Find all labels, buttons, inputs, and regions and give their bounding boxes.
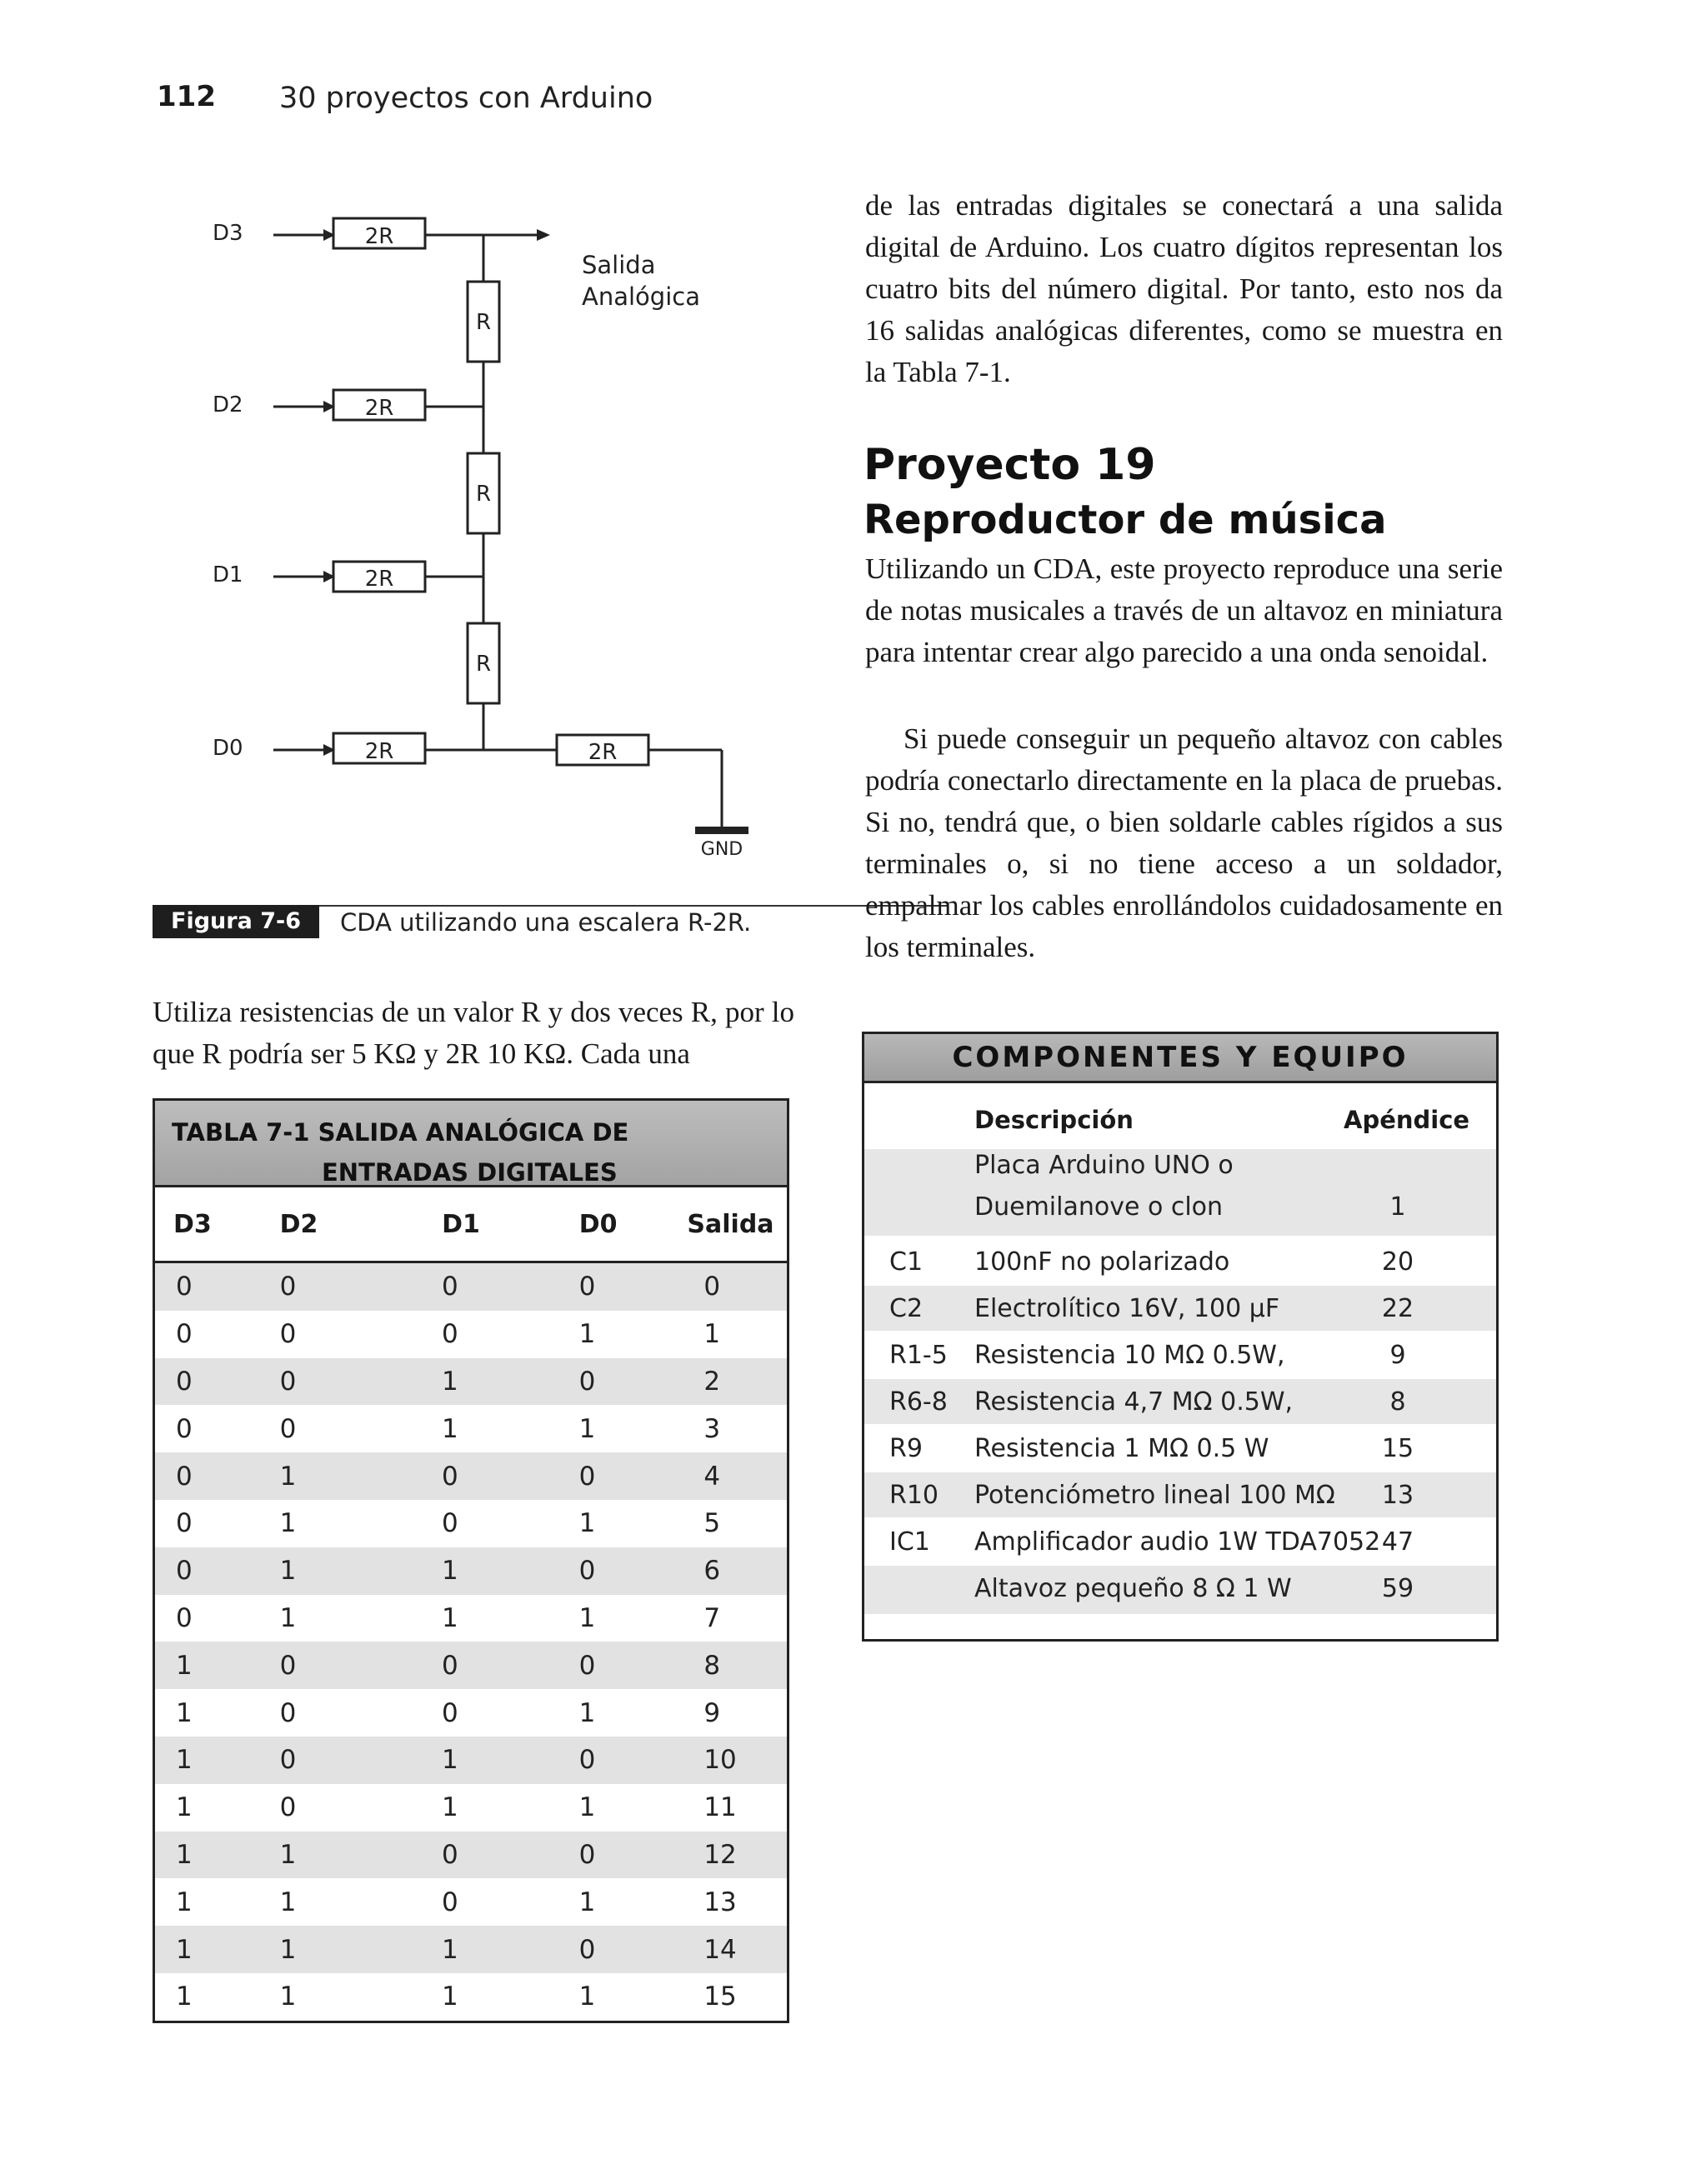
table-cell: 1 xyxy=(578,1319,596,1350)
component-appendix: 20 xyxy=(1381,1247,1414,1277)
component-description: Resistencia 1 MΩ 0.5 W xyxy=(974,1434,1269,1463)
table-cell: 0 xyxy=(279,1366,297,1397)
right-paragraph-3: Si puede conseguir un pequeño altavoz con cables podría conectarlo directamente en la placa de pruebas. Si no, tendrá que, o bien soldarle cables rígidos a sus terminales o, si no tiene acceso a un soldador, empalmar los cables enrollándolos cuidadosamente en los terminales. xyxy=(865,722,1503,963)
table-cell: 0 xyxy=(578,1461,596,1492)
table-cell: 1 xyxy=(176,1745,193,1776)
table-cell: 1 xyxy=(442,1934,458,1965)
component-description: 100nF no polarizado xyxy=(974,1247,1230,1277)
table-cell: 0 xyxy=(279,1697,297,1728)
table-cell: 1 xyxy=(176,1839,193,1870)
table-cell: 0 xyxy=(442,1650,458,1681)
table-row xyxy=(155,1689,787,1737)
table-title-line2: ENTRADAS DIGITALES xyxy=(322,1158,618,1187)
component-row xyxy=(864,1519,1496,1564)
input-label-d0: D0 xyxy=(213,736,243,761)
table-cell: 8 xyxy=(703,1650,721,1681)
right-paragraph-1: de las entradas digitales se conectará a una salida digital de Arduino. Los cuatro dígitos representan los cuatro bits del número digital. Por tanto, esto nos da 16 salidas analógicas diferentes, como se muestra en la Tabla 7-1. xyxy=(865,189,1503,388)
component-row xyxy=(864,1286,1496,1331)
project-number-heading: Proyecto 19 xyxy=(864,440,1156,490)
table-cell: 1 xyxy=(279,1934,297,1965)
component-ref: R9 xyxy=(889,1434,923,1463)
component-row xyxy=(864,1566,1496,1614)
resistor-r-label: R xyxy=(475,482,492,507)
table-cell: 0 xyxy=(176,1556,193,1587)
table-cell: 0 xyxy=(176,1508,193,1539)
table-row xyxy=(155,1500,787,1547)
left-paragraph: Utiliza resistencias de un valor R y dos veces R, por lo que R podría ser 5 KΩ y 2R 10 KΩ. Cada una xyxy=(153,996,794,1070)
table-cell: 0 xyxy=(578,1272,596,1302)
description-header: Descripción xyxy=(974,1106,1134,1134)
component-appendix: 15 xyxy=(1381,1434,1414,1463)
table-cell: 1 xyxy=(279,1602,297,1633)
table-cell: 0 xyxy=(279,1319,297,1350)
table-cell: 0 xyxy=(578,1934,596,1965)
component-appendix: 8 xyxy=(1389,1387,1406,1417)
table-header-row xyxy=(155,1187,787,1263)
table-cell: 1 xyxy=(176,1887,193,1917)
right-paragraph-2: Utilizando un CDA, este proyecto reproduce una serie de notas musicales a través de un altavoz en miniatura para intentar crear algo parecido a una onda senoidal. xyxy=(865,552,1503,668)
column-header: D0 xyxy=(578,1209,618,1239)
table-cell: 0 xyxy=(442,1272,458,1302)
table-cell: 1 xyxy=(578,1413,596,1444)
component-ref: R1-5 xyxy=(889,1341,948,1370)
figure-caption-text: CDA utilizando una escalera R-2R. xyxy=(340,908,752,937)
figure-caption xyxy=(153,905,794,943)
table-row xyxy=(155,1737,787,1784)
table-cell: 1 xyxy=(442,1792,458,1823)
component-description: Placa Arduino UNO o xyxy=(974,1151,1234,1180)
output-label: Analógica xyxy=(582,282,700,311)
table-cell: 0 xyxy=(279,1792,297,1823)
table-row xyxy=(155,1547,787,1595)
table-cell: 1 xyxy=(703,1319,721,1350)
column-header: D3 xyxy=(173,1209,212,1239)
resistor-r-label: R xyxy=(475,652,492,677)
table-cell: 1 xyxy=(442,1602,458,1633)
resistor-2r-label: 2R xyxy=(588,740,618,765)
table-cell: 0 xyxy=(279,1272,297,1302)
component-description: Amplificador audio 1W TDA7052 xyxy=(974,1527,1381,1557)
table-cell: 0 xyxy=(578,1366,596,1397)
resistor-2r-label: 2R xyxy=(364,739,394,764)
component-ref: IC1 xyxy=(889,1527,930,1557)
table-cell: 0 xyxy=(176,1602,193,1633)
table-cell: 0 xyxy=(578,1745,596,1776)
table-cell: 5 xyxy=(703,1508,721,1539)
caption-rule xyxy=(319,905,947,907)
table-cell: 1 xyxy=(442,1745,458,1776)
component-row xyxy=(864,1379,1496,1424)
component-appendix: 13 xyxy=(1381,1481,1414,1510)
component-appendix: 1 xyxy=(1389,1192,1406,1222)
component-description: Electrolítico 16V, 100 µF xyxy=(974,1294,1280,1323)
table-cell: 0 xyxy=(442,1461,458,1492)
appendix-header: Apéndice xyxy=(1344,1106,1470,1134)
component-row xyxy=(864,1149,1496,1236)
table-cell: 0 xyxy=(176,1413,193,1444)
component-appendix: 59 xyxy=(1381,1574,1414,1603)
table-cell: 1 xyxy=(176,1934,193,1965)
table-row xyxy=(155,1832,787,1879)
table-cell: 1 xyxy=(279,1887,297,1917)
figure-tag: Figura 7-6 xyxy=(153,905,319,938)
table-cell: 1 xyxy=(442,1982,458,2012)
table-cell: 0 xyxy=(442,1887,458,1917)
table-cell: 0 xyxy=(703,1272,721,1302)
table-row xyxy=(155,1878,787,1926)
table-row xyxy=(155,1311,787,1358)
table-cell: 0 xyxy=(279,1413,297,1444)
table-row xyxy=(155,1595,787,1642)
component-row xyxy=(864,1426,1496,1471)
table-cell: 1 xyxy=(578,1982,596,2012)
table-cell: 0 xyxy=(578,1650,596,1681)
table-cell: 1 xyxy=(176,1650,193,1681)
table-cell: 7 xyxy=(703,1602,721,1633)
component-row xyxy=(864,1332,1496,1377)
output-label: Salida xyxy=(582,251,656,279)
table-cell: 1 xyxy=(279,1461,297,1492)
table-row xyxy=(155,1263,787,1311)
resistor-2r-label: 2R xyxy=(364,567,394,592)
component-description: Resistencia 4,7 MΩ 0.5W, xyxy=(974,1387,1294,1417)
table-title xyxy=(155,1101,787,1187)
component-description: Resistencia 10 MΩ 0.5W, xyxy=(974,1341,1285,1370)
input-label-d3: D3 xyxy=(213,221,243,246)
table-cell: 1 xyxy=(279,1556,297,1587)
table-cell: 9 xyxy=(703,1697,721,1728)
table-row xyxy=(155,1358,787,1406)
table-cell: 6 xyxy=(703,1556,721,1587)
table-cell: 0 xyxy=(176,1366,193,1397)
component-appendix: 9 xyxy=(1389,1341,1406,1370)
table-cell: 1 xyxy=(176,1792,193,1823)
table-cell: 1 xyxy=(442,1413,458,1444)
table-cell: 0 xyxy=(442,1508,458,1539)
component-description: Potenciómetro lineal 100 MΩ xyxy=(974,1481,1335,1510)
components-box xyxy=(862,1032,1499,1642)
component-ref: C2 xyxy=(889,1294,924,1323)
component-row xyxy=(864,1239,1496,1284)
table-cell: 1 xyxy=(176,1982,193,2012)
page-number: 112 xyxy=(157,80,216,113)
table-cell: 14 xyxy=(703,1934,737,1965)
table-cell: 0 xyxy=(176,1272,193,1302)
components-header-row xyxy=(864,1106,1496,1147)
resistor-2r-label: 2R xyxy=(364,224,394,249)
component-ref: R10 xyxy=(889,1481,939,1510)
table-cell: 1 xyxy=(578,1887,596,1917)
table-cell: 0 xyxy=(578,1556,596,1587)
table-row xyxy=(155,1926,787,1973)
table-cell: 1 xyxy=(279,1982,297,2012)
table-row xyxy=(155,1642,787,1689)
table-cell: 1 xyxy=(578,1508,596,1539)
table-cell: 12 xyxy=(703,1839,737,1870)
table-cell: 1 xyxy=(578,1792,596,1823)
component-description: Altavoz pequeño 8 Ω 1 W xyxy=(974,1574,1292,1603)
table-cell: 15 xyxy=(703,1982,737,2012)
table-cell: 1 xyxy=(442,1556,458,1587)
component-ref: R6-8 xyxy=(889,1387,948,1417)
resistor-r-label: R xyxy=(475,310,492,335)
table-cell: 0 xyxy=(279,1745,297,1776)
component-appendix: 22 xyxy=(1381,1294,1414,1323)
table-cell: 1 xyxy=(442,1366,458,1397)
table-cell: 1 xyxy=(176,1697,193,1728)
table-cell: 0 xyxy=(279,1650,297,1681)
table-cell: 2 xyxy=(703,1366,721,1397)
table-cell: 0 xyxy=(442,1319,458,1350)
input-label-d2: D2 xyxy=(213,392,243,417)
table-cell: 0 xyxy=(176,1319,193,1350)
table-cell: 11 xyxy=(703,1792,737,1823)
table-row xyxy=(155,1973,787,2021)
table-row xyxy=(155,1784,787,1832)
table-cell: 4 xyxy=(703,1461,721,1492)
r2r-ladder-diagram xyxy=(192,200,800,867)
table-row xyxy=(155,1405,787,1452)
column-header: Salida xyxy=(687,1209,774,1239)
table-cell: 1 xyxy=(279,1839,297,1870)
component-ref: C1 xyxy=(889,1247,924,1277)
table-cell: 3 xyxy=(703,1413,721,1444)
table-cell: 1 xyxy=(578,1697,596,1728)
table-7-1 xyxy=(153,1098,789,2023)
table-row xyxy=(155,1452,787,1500)
table-cell: 0 xyxy=(176,1461,193,1492)
components-title: COMPONENTES Y EQUIPO xyxy=(864,1034,1496,1083)
table-cell: 10 xyxy=(703,1745,737,1776)
table-cell: 0 xyxy=(442,1697,458,1728)
table-cell: 0 xyxy=(578,1839,596,1870)
table-cell: 0 xyxy=(442,1839,458,1870)
component-row xyxy=(864,1472,1496,1517)
table-body xyxy=(155,1263,787,2021)
table-cell: 1 xyxy=(279,1508,297,1539)
ground-label: GND xyxy=(700,839,743,860)
book-title: 30 proyectos con Arduino xyxy=(279,82,653,115)
column-header: D2 xyxy=(279,1209,318,1239)
table-title-line1: TABLA 7-1 SALIDA ANALÓGICA DE xyxy=(172,1118,629,1147)
table-cell: 1 xyxy=(578,1602,596,1633)
component-description: Duemilanove o clon xyxy=(974,1192,1224,1222)
project-name-heading: Reproductor de música xyxy=(864,497,1387,543)
column-header: D1 xyxy=(442,1209,480,1239)
component-appendix: 47 xyxy=(1381,1527,1414,1557)
table-cell: 13 xyxy=(703,1887,737,1917)
resistor-2r-label: 2R xyxy=(364,396,394,421)
input-label-d1: D1 xyxy=(213,562,243,587)
